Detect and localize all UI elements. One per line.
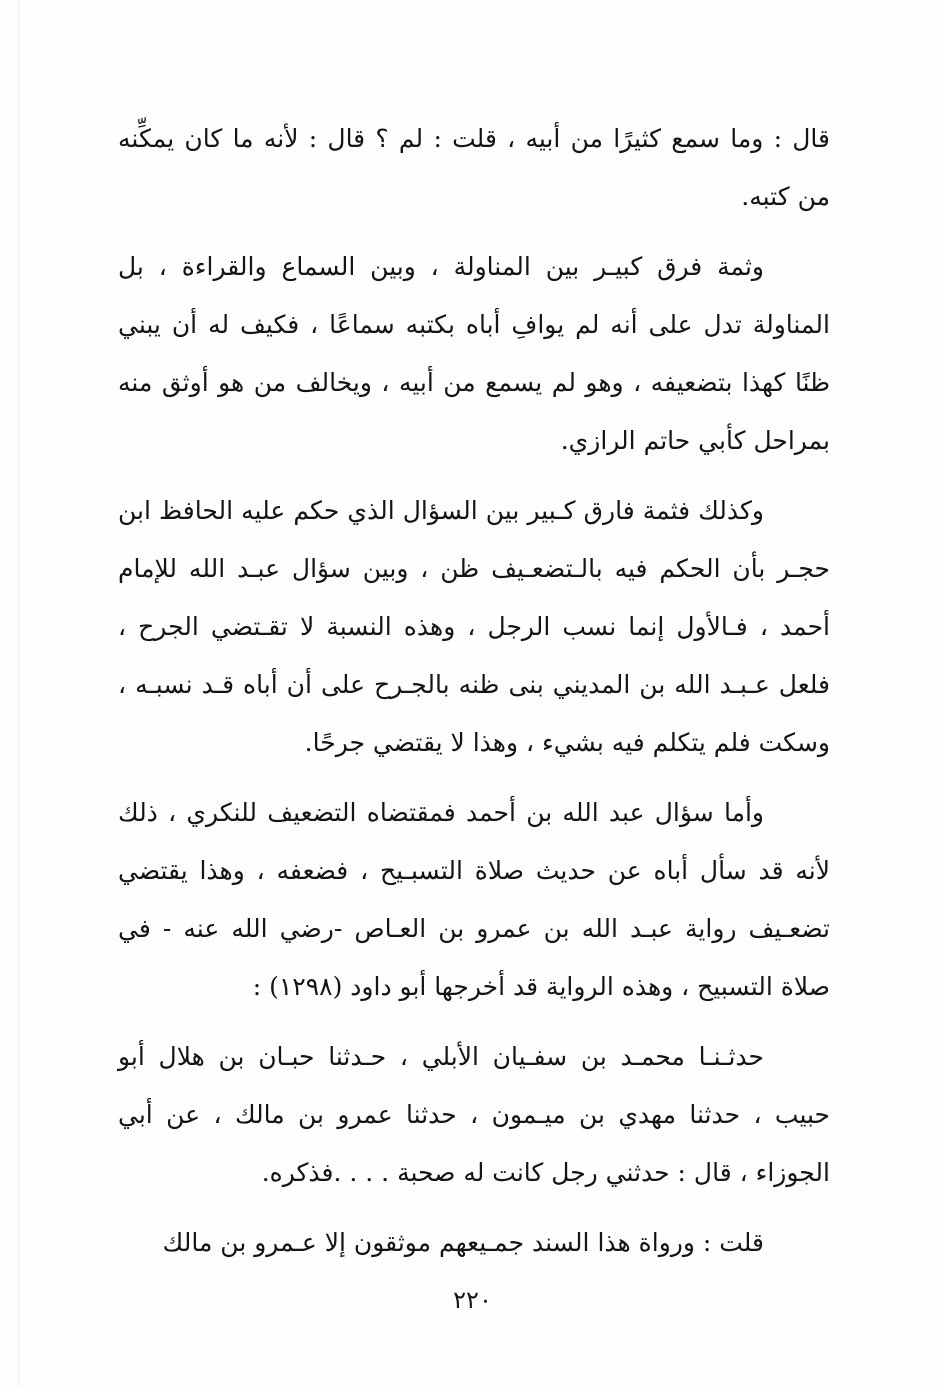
page-number: ٢٢٠ [453, 1286, 492, 1314]
paragraph-4: وأما سؤال عبد الله بن أحمد فمقتضاه التضعيف للنكري ، ذلك لأنه قد سأل أباه عن حديث صلاة التسبـيح ، فضعفه ، وهذا يقتضي تضعـيف رواية عبـد الله بن عمرو بن العـاص -رضي الله عنه - في صلاة التسبيح ، وهذه الرواية قد أخرجها أبو داود (١٢٩٨) : [118, 798, 830, 1001]
paragraph-6: قلت : ورواة هذا السند جمـيعهم موثقون إلا عـمرو بن مالك [162, 1228, 764, 1257]
paragraph-3: وكذلك فثمة فارق كـبير بين السؤال الذي حكم عليه الحافظ ابن حجـر بأن الحكم فيه بالـتضعـيف ظن ، وبين سؤال عبـد الله للإمام أحمد ، فـالأول إنما نسب الرجل ، وهذه النسبة لا تقـتضي الجرح ، فلعل عـبـد الله بن المديني بنى ظنه بالجـرح على أن أباه قـد نسبـه ، وسكت فلم يتكلم فيه بشيء ، وهذا لا يقتضي جرحًا. [118, 496, 830, 757]
paragraph-1: قال : وما سمع كثيرًا من أبيه ، قلت : لم ؟ قال : لأنه ما كان يمكِّنه من كتبه. [118, 124, 830, 211]
paragraph-5: حدثـنـا محمـد بن سفـيان الأبلي ، حـدثنا حبـان بن هلال أبو حبيب ، حدثنا مهدي بن ميـمون ، حدثنا عمرو بن مالك ، عن أبي الجوزاء ، قال : حدثني رجل كانت له صحبة . . . .فذكره. [118, 1042, 830, 1187]
page-body-text [118, 110, 830, 1284]
scan-edge-line [18, 0, 19, 1387]
paragraph-2: وثمة فرق كبيـر بين المناولة ، وبين السماع والقراءة ، بل المناولة تدل على أنه لم يوافِ أباه بكتبه سماعًا ، فكيف له أن يبني ظنًا كهذا بتضعيفه ، وهو لم يسمع من أبيه ، ويخالف من هو أوثق منه بمراحل كأبي حاتم الرازي. [118, 252, 830, 455]
